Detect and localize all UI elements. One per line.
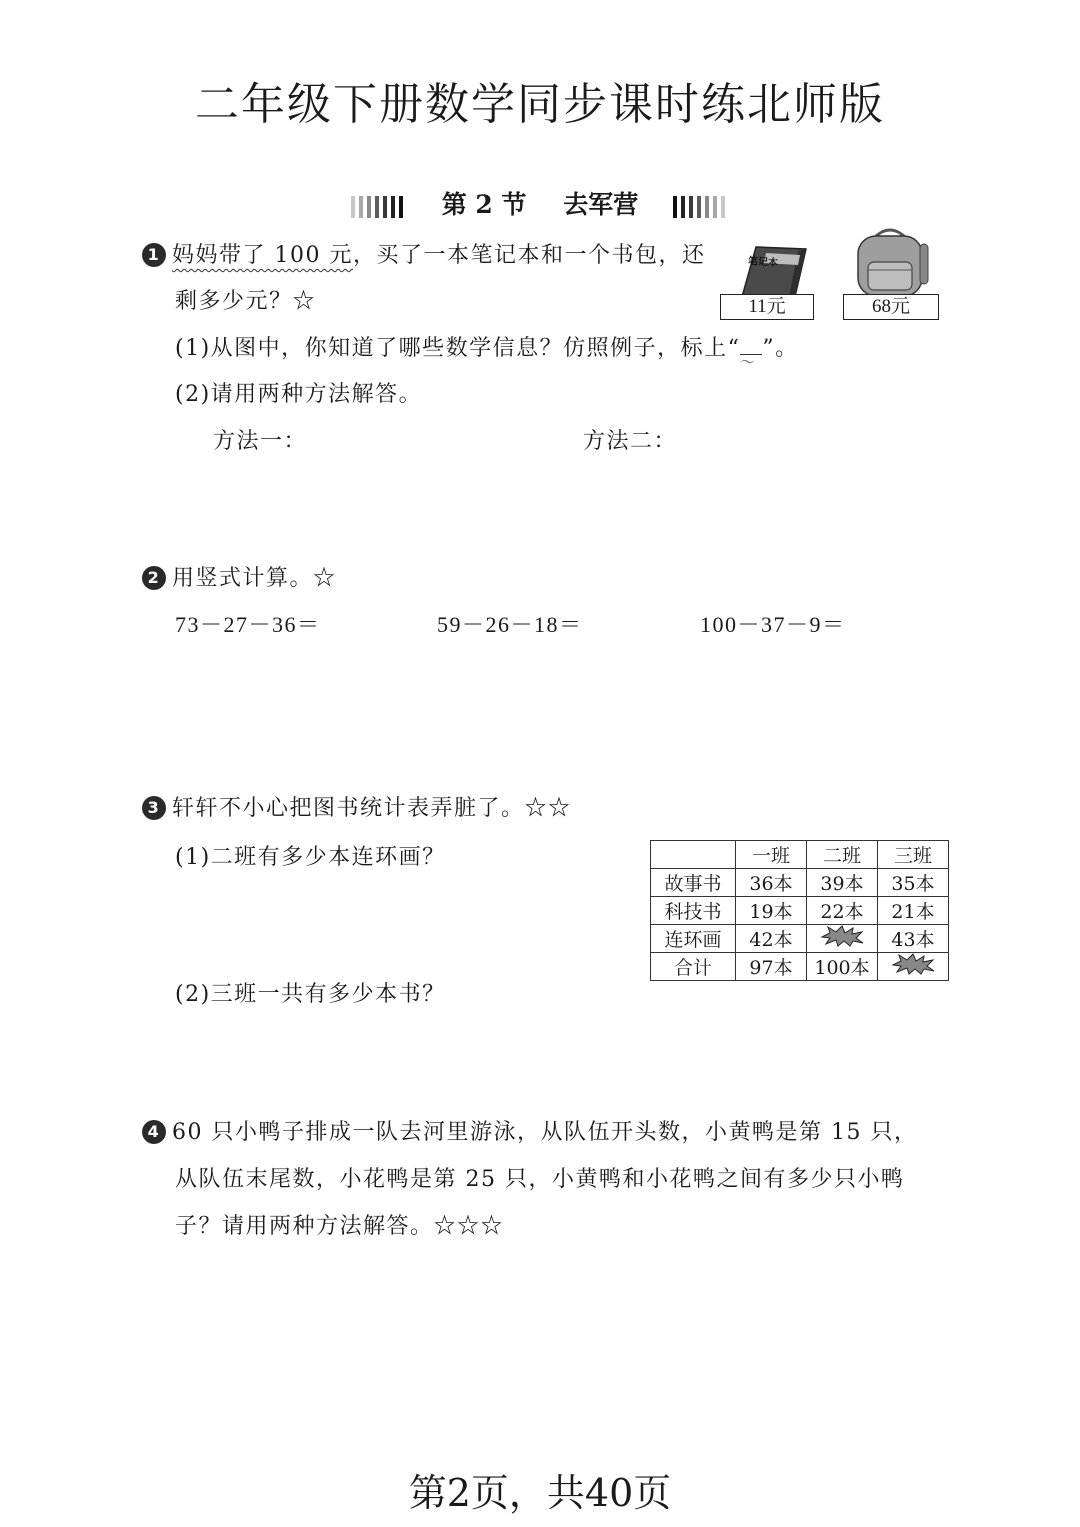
table-cell xyxy=(651,841,736,869)
q1-highlight: 妈妈带了 100 元 xyxy=(172,243,353,268)
table-cell: 二班 xyxy=(807,841,878,869)
q2-expression-2: 59－26－18＝ xyxy=(437,612,583,637)
q3-line xyxy=(142,791,572,822)
q3-sub2: (2)三班一共有多少本书？ xyxy=(175,982,446,1007)
table-cell: 三班 xyxy=(878,841,949,869)
q4-line3: 子？请用两种方法解答。☆☆☆ xyxy=(175,1214,505,1239)
table-cell-smudged xyxy=(807,925,878,953)
q2-line xyxy=(142,561,337,592)
table-cell: 19本 xyxy=(736,897,807,925)
q4-number: 4 xyxy=(142,1120,166,1144)
q1-line2: 剩多少元？☆ xyxy=(175,289,317,314)
table-header-row xyxy=(651,841,949,869)
q1-sub1: (1)从图中，你知道了哪些数学信息？仿照例子，标上“～ ”。 xyxy=(175,331,799,362)
table-cell: 连环画 xyxy=(651,925,736,953)
table-row xyxy=(651,897,949,925)
q4-line2: 从队伍末尾数，小花鸭是第 25 只，小黄鸭和小花鸭之间有多少只小鸭 xyxy=(175,1167,905,1192)
table-cell: 22本 xyxy=(807,897,878,925)
backpack-image xyxy=(848,226,932,298)
table-row xyxy=(651,869,949,897)
q1-text: ，买了一本笔记本和一个书包，还 xyxy=(352,243,706,268)
table-cell: 97本 xyxy=(736,953,807,981)
table-cell: 21本 xyxy=(878,897,949,925)
table-cell-smudged xyxy=(878,953,949,981)
table-cell: 一班 xyxy=(736,841,807,869)
section-bars-left xyxy=(351,196,407,218)
notebook-price-tag: 11元 xyxy=(720,294,814,320)
document-title: 二年级下册数学同步课时练北师版 xyxy=(195,79,885,130)
q4-line1 xyxy=(142,1115,917,1146)
q2-expression-1: 73－27－36＝ xyxy=(175,612,321,637)
q4-text-1: 60 只小鸭子排成一队去河里游泳，从队伍开头数，小黄鸭是第 15 只， xyxy=(172,1120,918,1145)
table-cell: 合计 xyxy=(651,953,736,981)
section-header xyxy=(0,185,1080,221)
wavy-mark-example xyxy=(740,340,762,355)
ink-splat-icon xyxy=(891,953,935,975)
section-number: 第 2 节 xyxy=(441,190,527,219)
table-cell: 43本 xyxy=(878,925,949,953)
q1-method2: 方法二： xyxy=(583,429,678,454)
table-cell: 35本 xyxy=(878,869,949,897)
q3-number: 3 xyxy=(142,796,166,820)
section-bars-right xyxy=(673,196,729,218)
table-cell: 故事书 xyxy=(651,869,736,897)
section-name: 去军营 xyxy=(563,190,639,219)
table-cell: 科技书 xyxy=(651,897,736,925)
backpack-price-tag: 68元 xyxy=(843,294,939,320)
q1-method1: 方法一： xyxy=(213,429,308,454)
table-row xyxy=(651,925,949,953)
notebook-label: 笔记本 xyxy=(747,255,779,270)
q2-number: 2 xyxy=(142,566,166,590)
table-cell: 36本 xyxy=(736,869,807,897)
table-cell: 42本 xyxy=(736,925,807,953)
q1-sub2: (2)请用两种方法解答。 xyxy=(175,382,423,407)
table-cell: 39本 xyxy=(807,869,878,897)
page-number: 第2页，共40页 xyxy=(408,1471,672,1515)
q3-sub1: (1)二班有多少本连环画？ xyxy=(175,845,446,870)
ink-splat-icon xyxy=(820,925,864,947)
q1-number: 1 xyxy=(142,243,166,267)
q2-expression-3: 100－37－9＝ xyxy=(700,612,846,637)
table-cell: 100本 xyxy=(807,953,878,981)
q2-text: 用竖式计算。☆ xyxy=(172,566,337,591)
table-row xyxy=(651,953,949,981)
book-stats-table xyxy=(650,840,949,981)
q1-line1 xyxy=(142,238,706,269)
q3-text: 轩轩不小心把图书统计表弄脏了。☆☆ xyxy=(172,796,572,821)
